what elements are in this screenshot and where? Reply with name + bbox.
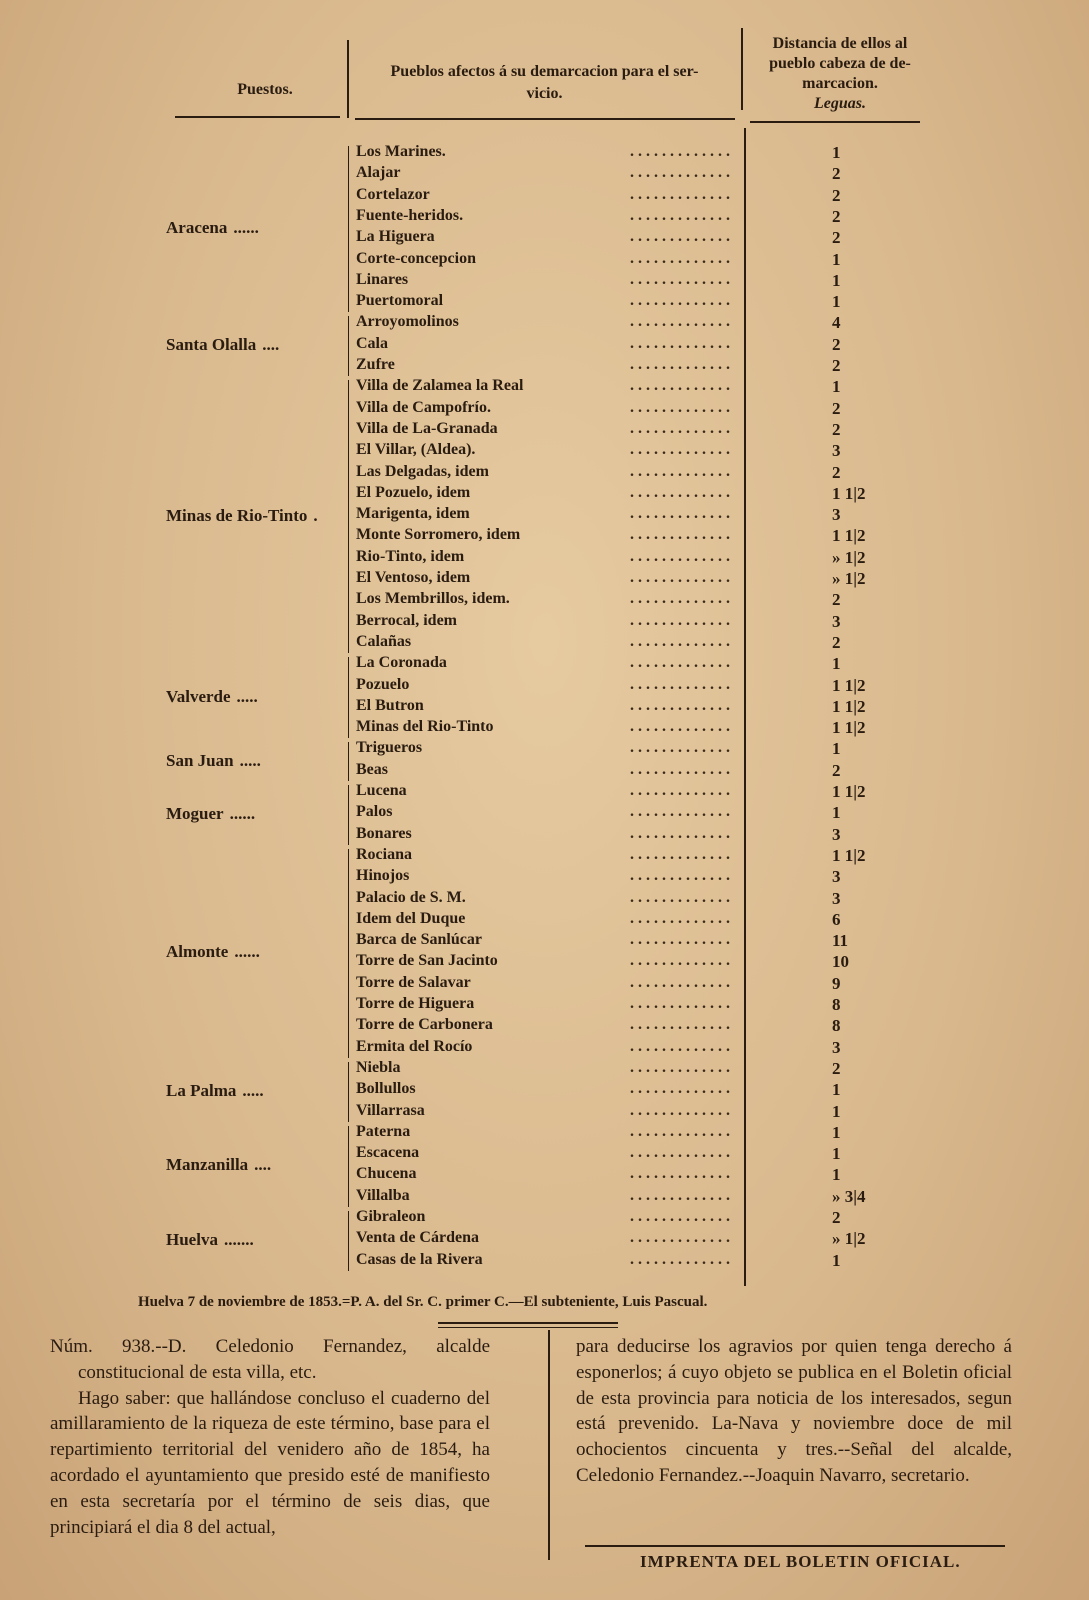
demarcation-name: [166, 751, 261, 771]
group-brace: [348, 1211, 354, 1271]
distance-value: 1: [832, 1165, 841, 1184]
demarcation-label: Manzanilla: [166, 1155, 249, 1174]
distance-value: 3: [832, 889, 841, 908]
header-puestos: Puestos.: [237, 81, 293, 98]
town-name: Hinojos: [356, 867, 410, 884]
town-name: Fuente-heridos.: [356, 207, 464, 224]
leader-dots: . . . . . . . . . . . . .: [630, 590, 730, 607]
leader-dots: . . . . . . . . . . . . .: [630, 974, 730, 991]
distance-value: 1: [832, 1102, 841, 1121]
demarcation-name: [166, 687, 258, 707]
header-distance-line3: marcacion.: [802, 75, 878, 92]
town-name: Idem del Duque: [356, 910, 466, 927]
town-name: Los Marines.: [356, 143, 446, 160]
notice-body-left: Hago saber: que hallándose concluso el cuaderno del amillaramiento de la riqueza de este término, base para el repartimiento territorial del venidero año de 1854, ha acordado el ayuntamiento que presido esté de manifiesto en esta secretaría por el término de seis dias, que principiará el dia 8 del actual,: [50, 1387, 490, 1538]
town-name: Torre de Higuera: [356, 995, 475, 1012]
town-name: Torre de San Jacinto: [356, 952, 498, 969]
town-name: Casas de la Rivera: [356, 1251, 483, 1268]
distance-value: 1 1|2: [832, 526, 866, 545]
leader-dots: . . . . . . . . . . . . .: [630, 952, 730, 969]
leader-dots: . . . . . . . . . . . . .: [630, 1059, 730, 1076]
distance-value: 2: [832, 356, 841, 375]
demarcation-name: [166, 804, 255, 824]
notice-column-right: [576, 1334, 1012, 1489]
leader-dots: . . . . . . . . . . . . .: [630, 931, 730, 948]
leader-dots: . . . . . . . . . . . . .: [630, 164, 730, 181]
distance-value: 2: [832, 1208, 841, 1227]
distance-value: 1 1|2: [832, 782, 866, 801]
distance-value: 2: [832, 1059, 841, 1078]
column-divider: [744, 128, 746, 1286]
town-name: Venta de Cárdena: [356, 1229, 479, 1246]
town-name: El Ventoso, idem: [356, 569, 471, 586]
town-name: Villalba: [356, 1187, 410, 1204]
leader-dots: . . . . . . . . . . . . .: [630, 995, 730, 1012]
demarcation-name: [166, 942, 260, 962]
demarcation-name: [166, 335, 279, 355]
leader-dots: . . . . . . . . . . . . .: [630, 1016, 730, 1033]
distance-value: 1 1|2: [832, 718, 866, 737]
town-name: Los Membrillos, idem.: [356, 590, 510, 607]
demarcation-dots: .: [313, 506, 318, 525]
leader-dots: . . . . . . . . . . . . .: [630, 399, 730, 416]
distance-value: » 1|2: [832, 569, 866, 588]
distance-value: 2: [832, 335, 841, 354]
leader-dots: . . . . . . . . . . . . .: [630, 1080, 730, 1097]
leader-dots: . . . . . . . . . . . . .: [630, 207, 730, 224]
town-name: Palos: [356, 803, 393, 820]
town-name: Zufre: [356, 356, 395, 373]
demarcation-label: La Palma: [166, 1081, 237, 1100]
header-rule-mid: [355, 118, 735, 120]
leader-dots: . . . . . . . . . . . . .: [630, 1102, 730, 1119]
leader-dots: . . . . . . . . . . . . .: [630, 1187, 730, 1204]
leader-dots: . . . . . . . . . . . . .: [630, 463, 730, 480]
header-distance-line4: Leguas.: [814, 95, 866, 112]
town-name: Minas del Rio-Tinto: [356, 718, 494, 735]
distance-value: 11: [832, 931, 849, 950]
group-brace: [348, 146, 354, 312]
distance-value: 1: [832, 654, 841, 673]
town-name: Arroyomolinos: [356, 313, 459, 330]
distance-value: 1 1|2: [832, 846, 866, 865]
town-name: Cala: [356, 335, 388, 352]
demarcation-label: Minas de Rio-Tinto: [166, 506, 308, 525]
distance-value: 1: [832, 1251, 841, 1270]
demarcation-name: [166, 506, 318, 526]
demarcation-dots: .......: [223, 1230, 254, 1249]
distance-value: 2: [832, 207, 841, 226]
town-name: Las Delgadas, idem: [356, 463, 489, 480]
distance-value: 1: [832, 143, 841, 162]
demarcation-dots: .....: [242, 1081, 264, 1100]
group-brace: [348, 380, 354, 653]
town-name: Berrocal, idem: [356, 612, 458, 629]
distance-value: 2: [832, 420, 841, 439]
leader-dots: . . . . . . . . . . . . .: [630, 676, 730, 693]
demarcation-dots: ......: [234, 942, 260, 961]
town-name: Linares: [356, 271, 409, 288]
town-name: Torre de Salavar: [356, 974, 471, 991]
group-brace: [348, 1126, 354, 1207]
distance-value: 1: [832, 250, 841, 269]
demarcation-dots: .....: [236, 687, 258, 706]
town-name: Torre de Carbonera: [356, 1016, 493, 1033]
distance-value: 3: [832, 505, 841, 524]
distance-value: 2: [832, 228, 841, 247]
leader-dots: . . . . . . . . . . . . .: [630, 228, 730, 245]
demarcation-dots: ......: [233, 218, 259, 237]
distance-value: » 3|4: [832, 1187, 866, 1206]
header-distance-line1: Distancia de ellos al: [772, 35, 908, 52]
leader-dots: . . . . . . . . . . . . .: [630, 569, 730, 586]
notice-column-divider: [548, 1330, 550, 1560]
leader-dots: . . . . . . . . . . . . .: [630, 825, 730, 842]
group-brace: [348, 849, 354, 1058]
town-name: El Pozuelo, idem: [356, 484, 471, 501]
town-name: Rociana: [356, 846, 412, 863]
leader-dots: . . . . . . . . . . . . .: [630, 1144, 730, 1161]
town-name: Lucena: [356, 782, 407, 799]
leader-dots: . . . . . . . . . . . . .: [630, 1165, 730, 1182]
leader-dots: . . . . . . . . . . . . .: [630, 335, 730, 352]
header-rule-right: [750, 121, 920, 123]
group-brace: [348, 785, 354, 845]
header-pueblos-line1: Pueblos afectos á su demarcacion para el ser-: [390, 63, 699, 80]
leader-dots: . . . . . . . . . . . . .: [630, 889, 730, 906]
distance-value: 1: [832, 1144, 841, 1163]
distance-value: » 1|2: [832, 1229, 866, 1248]
leader-dots: . . . . . . . . . . . . .: [630, 377, 730, 394]
header-rule-left: [175, 116, 340, 118]
distance-value: 2: [832, 186, 841, 205]
table-footer: Huelva 7 de noviembre de 1853.=P. A. del Sr. C. primer C.—El subteniente, Luis Pascual.: [138, 1294, 708, 1310]
demarcation-dots: ......: [229, 804, 256, 823]
distance-value: 1 1|2: [832, 676, 866, 695]
demarcation-name: [166, 218, 259, 238]
leader-dots: . . . . . . . . . . . . .: [630, 739, 730, 756]
leader-dots: . . . . . . . . . . . . .: [630, 143, 730, 160]
leader-dots: . . . . . . . . . . . . .: [630, 1251, 730, 1268]
demarcation-label: San Juan: [166, 751, 234, 770]
town-name: Ermita del Rocío: [356, 1038, 473, 1055]
town-name: Puertomoral: [356, 292, 444, 309]
group-brace: [348, 316, 354, 376]
demarcation-dots: ....: [254, 1155, 272, 1174]
leader-dots: . . . . . . . . . . . . .: [630, 697, 730, 714]
section-separator: [438, 1322, 618, 1324]
distance-value: 1 1|2: [832, 697, 866, 716]
group-brace: [348, 742, 354, 781]
demarcation-name: [166, 1155, 271, 1175]
distance-value: 3: [832, 441, 841, 460]
town-name: El Butron: [356, 697, 424, 714]
town-name: Gibraleon: [356, 1208, 426, 1225]
leader-dots: . . . . . . . . . . . . .: [630, 718, 730, 735]
distance-value: 2: [832, 463, 841, 482]
leader-dots: . . . . . . . . . . . . .: [630, 846, 730, 863]
town-name: Corte-concepcion: [356, 250, 476, 267]
distance-value: » 1|2: [832, 548, 866, 567]
header-divider-1: [347, 40, 349, 118]
town-name: Barca de Sanlúcar: [356, 931, 482, 948]
notice-heading: Núm. 938.--D. Celedonio Fernandez, alcalde constitucional de esta villa, etc.: [50, 1336, 490, 1383]
distance-value: 2: [832, 399, 841, 418]
town-name: Calañas: [356, 633, 412, 650]
leader-dots: . . . . . . . . . . . . .: [630, 654, 730, 671]
distance-value: 2: [832, 761, 841, 780]
distance-value: 3: [832, 825, 841, 844]
header-pueblos-line2: vicio.: [526, 85, 563, 102]
leader-dots: . . . . . . . . . . . . .: [630, 548, 730, 565]
demarcation-label: Valverde: [166, 687, 231, 706]
town-name: Palacio de S. M.: [356, 889, 466, 906]
distance-value: 2: [832, 633, 841, 652]
distance-value: 6: [832, 910, 841, 929]
distance-value: 1: [832, 739, 841, 758]
town-name: Villa de Campofrío.: [356, 399, 491, 416]
leader-dots: . . . . . . . . . . . . .: [630, 1208, 730, 1225]
demarcation-label: Almonte: [166, 942, 229, 961]
distance-value: 9: [832, 974, 841, 993]
leader-dots: . . . . . . . . . . . . .: [630, 271, 730, 288]
leader-dots: . . . . . . . . . . . . .: [630, 1038, 730, 1055]
leader-dots: . . . . . . . . . . . . .: [630, 910, 730, 927]
town-name: Marigenta, idem: [356, 505, 470, 522]
distance-value: 10: [832, 952, 849, 971]
town-name: La Coronada: [356, 654, 447, 671]
demarcation-label: Santa Olalla: [166, 335, 257, 354]
leader-dots: . . . . . . . . . . . . .: [630, 761, 730, 778]
distance-value: 1 1|2: [832, 484, 866, 503]
town-name: Chucena: [356, 1165, 417, 1182]
demarcation-label: Huelva: [166, 1230, 218, 1249]
distance-value: 1: [832, 1123, 841, 1142]
demarcation-dots: .....: [239, 751, 261, 770]
leader-dots: . . . . . . . . . . . . .: [630, 526, 730, 543]
demarcation-name: [166, 1081, 264, 1101]
town-name: La Higuera: [356, 228, 435, 245]
group-brace: [348, 657, 354, 738]
group-brace: [348, 1062, 354, 1122]
distance-value: 1: [832, 803, 841, 822]
town-name: Paterna: [356, 1123, 411, 1140]
leader-dots: . . . . . . . . . . . . .: [630, 505, 730, 522]
leader-dots: . . . . . . . . . . . . .: [630, 356, 730, 373]
leader-dots: . . . . . . . . . . . . .: [630, 313, 730, 330]
town-name: Monte Sorromero, idem: [356, 526, 521, 543]
leader-dots: . . . . . . . . . . . . .: [630, 803, 730, 820]
distance-value: 3: [832, 867, 841, 886]
town-name: Alajar: [356, 164, 401, 181]
distance-value: 1: [832, 271, 841, 290]
town-name: Bonares: [356, 825, 412, 842]
distance-value: 1: [832, 377, 841, 396]
demarcation-name: [166, 1230, 254, 1250]
town-name: Cortelazor: [356, 186, 430, 203]
distance-value: 3: [832, 1038, 841, 1057]
town-name: Niebla: [356, 1059, 401, 1076]
leader-dots: . . . . . . . . . . . . .: [630, 1123, 730, 1140]
town-name: Rio-Tinto, idem: [356, 548, 465, 565]
leader-dots: . . . . . . . . . . . . .: [630, 420, 730, 437]
town-name: Bollullos: [356, 1080, 416, 1097]
demarcation-label: Aracena: [166, 218, 228, 237]
demarcation-dots: ....: [262, 335, 280, 354]
distance-value: 4: [832, 313, 841, 332]
printer-imprint: IMPRENTA DEL BOLETIN OFICIAL.: [640, 1552, 961, 1571]
town-name: Pozuelo: [356, 676, 410, 693]
leader-dots: . . . . . . . . . . . . .: [630, 186, 730, 203]
distance-value: 1: [832, 292, 841, 311]
imprenta-rule: [585, 1545, 1005, 1547]
leader-dots: . . . . . . . . . . . . .: [630, 867, 730, 884]
leader-dots: . . . . . . . . . . . . .: [630, 782, 730, 799]
distance-value: 1: [832, 1080, 841, 1099]
notice-column-left: [50, 1334, 490, 1540]
leader-dots: . . . . . . . . . . . . .: [630, 1229, 730, 1246]
leader-dots: . . . . . . . . . . . . .: [630, 441, 730, 458]
distance-value: 8: [832, 1016, 841, 1035]
town-name: Villa de Zalamea la Real: [356, 377, 524, 394]
distance-value: 8: [832, 995, 841, 1014]
distance-value: 3: [832, 612, 841, 631]
town-name: Trigueros: [356, 739, 423, 756]
notice-body-right: para deducirse los agravios por quien tenga derecho á esponerlos; á cuyo objeto se publica en el Boletin oficial de esta provincia para noticia de los interesados, segun está prevenido. La-Nava y noviembre doce de mil ochocientos cincuenta y tres.--Señal del alcalde, Celedonio Fernandez.--Joaquin Navarro, secretario.: [576, 1336, 1012, 1486]
town-name: Villarrasa: [356, 1102, 425, 1119]
header-distance-line2: pueblo cabeza de de-: [769, 55, 911, 72]
leader-dots: . . . . . . . . . . . . .: [630, 250, 730, 267]
demarcation-label: Moguer: [166, 804, 224, 823]
distance-value: 2: [832, 164, 841, 183]
leader-dots: . . . . . . . . . . . . .: [630, 292, 730, 309]
town-name: El Villar, (Aldea).: [356, 441, 476, 458]
town-name: Escacena: [356, 1144, 420, 1161]
leader-dots: . . . . . . . . . . . . .: [630, 633, 730, 650]
header-divider-2: [741, 28, 743, 110]
leader-dots: . . . . . . . . . . . . .: [630, 612, 730, 629]
town-name: Villa de La-Granada: [356, 420, 498, 437]
section-separator-2: [438, 1327, 618, 1328]
town-name: Beas: [356, 761, 388, 778]
distance-value: 2: [832, 590, 841, 609]
leader-dots: . . . . . . . . . . . . .: [630, 484, 730, 501]
